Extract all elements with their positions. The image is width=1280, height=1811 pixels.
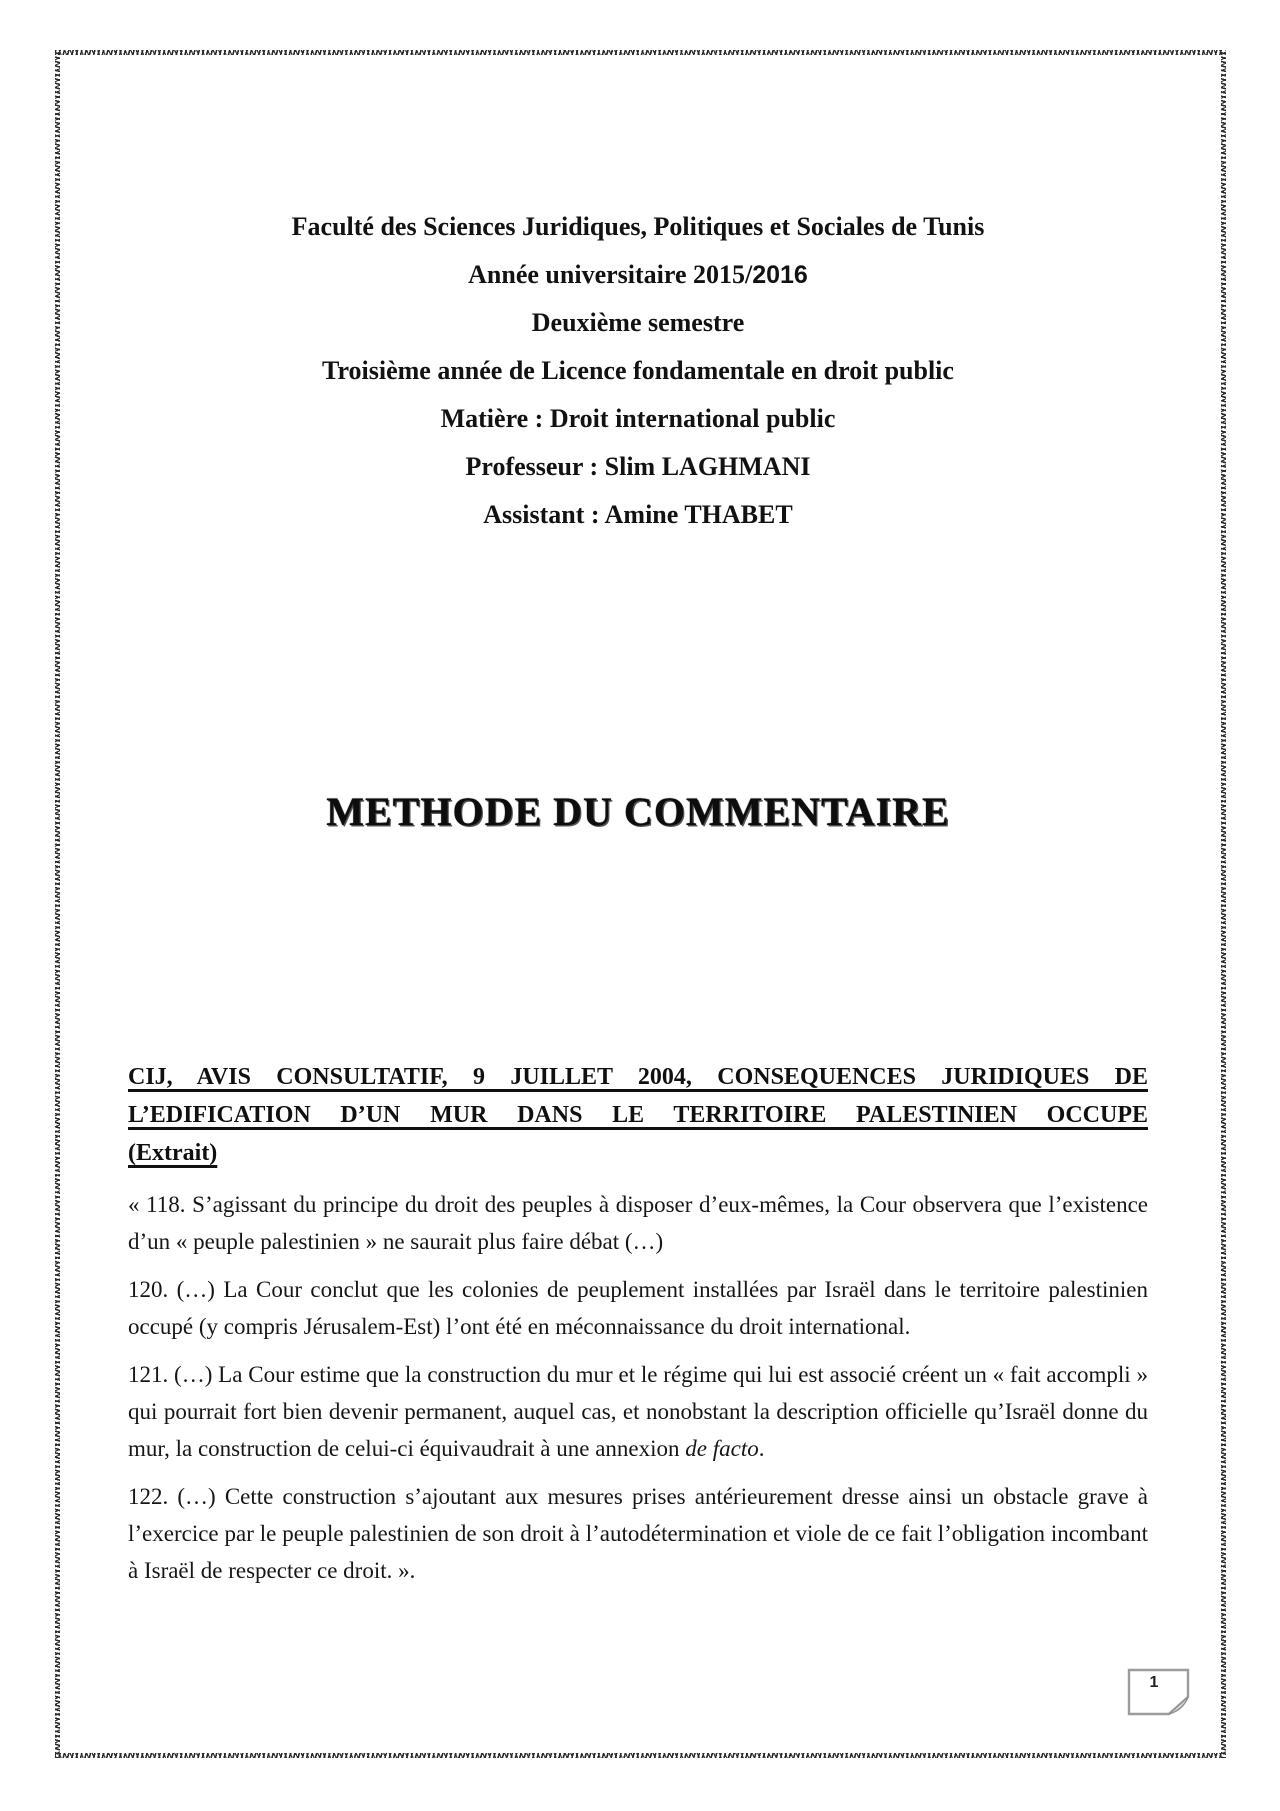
header-subject-line: Matière : Droit international public — [440, 404, 836, 433]
paragraph-121-text: 121. (…) La Cour estime que la construction du mur et le régime qui lui est associé créent un « fait accompli » qui pourrait fort bien devenir permanent, auquel cas, et nonobstant la description officielle qu’Israël donne du mur, la construction de celui-ci équivaudrait à une annexion — [128, 1362, 1148, 1461]
paragraph-122: 122. (…) Cette construction s’ajoutant aux mesures prises antérieurement dresse ainsi un obstacle grave à l’exercice par le peuple palestinien de son droit à l’autodétermination et viole de ce fait l’obligation incombant à Israël de respecter ce droit. ». — [128, 1484, 1148, 1583]
page-border-bottom — [55, 1753, 1223, 1758]
page-border-right — [1221, 50, 1226, 1758]
case-heading-line-1: CIJ, AVIS CONSULTATIF, 9 JUILLET 2004, CONSEQUENCES JURIDIQUES DE — [128, 1064, 1148, 1090]
paragraph-121-latin-phrase: de facto — [685, 1436, 759, 1461]
header-assistant-line: Assistant : Amine THABET — [483, 500, 793, 529]
page-number-box — [1126, 1667, 1192, 1718]
academic-year-prefix: Année universitaire 2015/ — [468, 260, 753, 289]
academic-year-value: 2016 — [752, 261, 808, 289]
paragraph-120: 120. (…) La Cour conclut que les colonies de peuplement installées par Israël dans le territoire palestinien occupé (y compris Jérusalem-Est) l’ont été en méconnaissance du droit international. — [128, 1277, 1148, 1339]
header-block — [128, 203, 1148, 539]
paragraph-121 — [128, 1356, 1148, 1467]
page-number: 1 — [1149, 1674, 1159, 1691]
header-semester-line: Deuxième semestre — [531, 308, 745, 337]
header-faculty-line: Faculté des Sciences Juridiques, Politiques et Sociales de Tunis — [291, 212, 985, 241]
paragraph-121-end: . — [758, 1436, 765, 1461]
header-professor-line: Professeur : Slim LAGHMANI — [465, 452, 811, 481]
header-degree-line: Troisième année de Licence fondamentale en droit public — [322, 356, 954, 385]
paragraph-118: « 118. S’agissant du principe du droit des peuples à disposer d’eux-mêmes, la Cour observera que l’existence d’un « peuple palestinien » ne saurait plus faire débat (…) — [128, 1192, 1148, 1254]
case-heading — [128, 1058, 1148, 1172]
case-heading-line-2: L’EDIFICATION D’UN MUR DANS LE TERRITOIRE PALESTINIEN OCCUPE — [128, 1102, 1148, 1128]
page-title: METHODE DU COMMENTAIRE — [326, 789, 950, 834]
page-border-left — [55, 50, 60, 1758]
document-body — [128, 1058, 1148, 1600]
case-heading-extrait: (Extrait) — [128, 1140, 218, 1166]
header-academic-year-line — [128, 251, 1148, 299]
page-border-top — [55, 50, 1223, 55]
